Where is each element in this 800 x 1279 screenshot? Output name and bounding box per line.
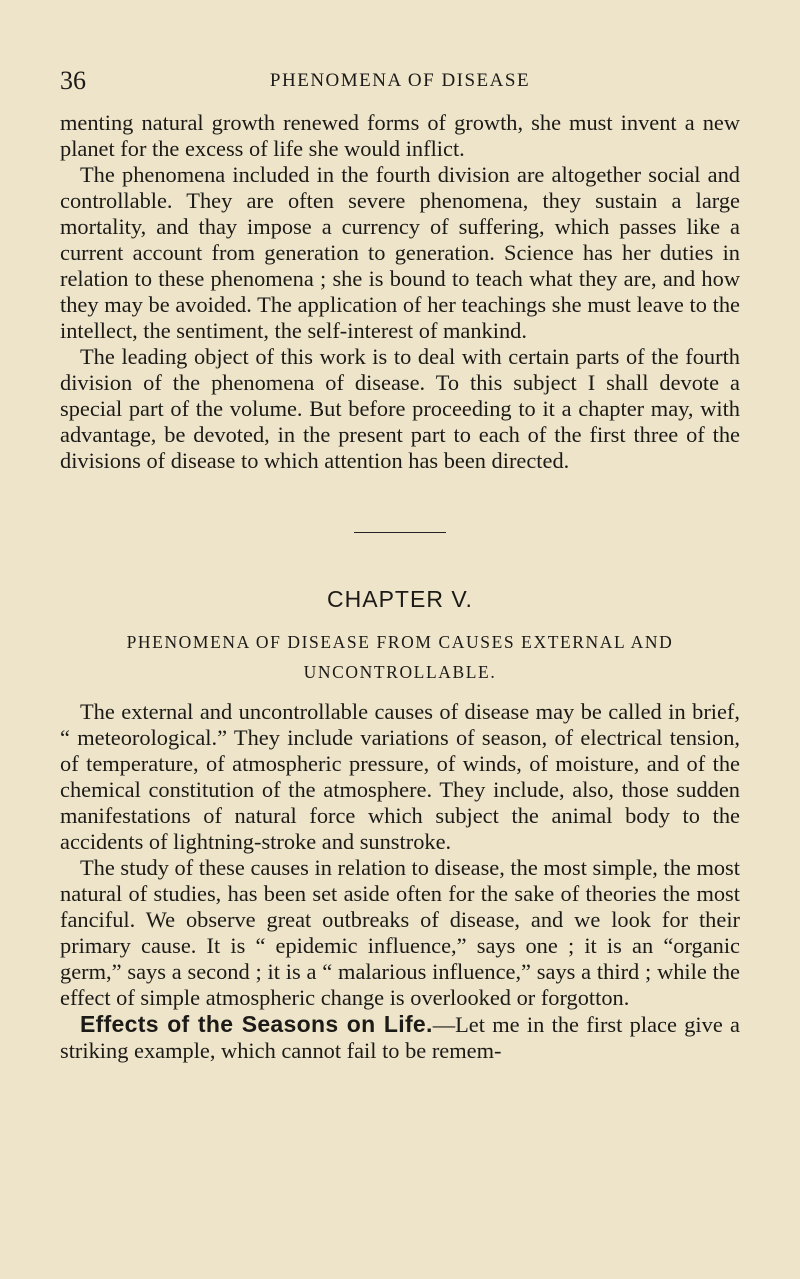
- page-number: 36: [60, 66, 86, 95]
- section-divider: [354, 532, 446, 533]
- chapter-heading: CHAPTER V.: [327, 586, 473, 612]
- paragraph-seasons: [60, 1011, 740, 1064]
- paragraph-fourth-division: The phenomena included in the fourth division are altogether social and controllable. They are often severe phenomena, they sustain a large mortality, and thay impose a currency of suffering, which passes like a current account from generation to generation. Science has her duties in relation to these phenomena ; she is bound to teach what they are, and how they may be avoided. The application of her teachings she must leave to the intellect, the sentiment, the self-interest of mankind.: [60, 162, 740, 343]
- paragraph-continued: menting natural growth renewed forms of growth, she must invent a new planet for the excess of life she would inflict.: [60, 110, 740, 161]
- paragraph-leading-object: The leading object of this work is to deal with certain parts of the fourth division of the phenomena of disease. To this subject I shall devote a special part of the volume. But before proceeding to it a chapter may, with advantage, be devoted, in the present part to each of the first three of the divisions of disease to which attention has been directed.: [60, 344, 740, 473]
- section-text: —Let me in the first place give a striking example, which cannot fail to be remem-: [60, 1012, 740, 1063]
- paragraph-study-of-causes: The study of these causes in relation to disease, the most simple, the most natural of studies, has been set aside often for the sake of theories the most fanciful. We observe great outbreaks of disease, and we look for their primary cause. It is “ epidemic influence,” says one ; it is an “organic germ,” says a second ; it is a “ malarious influence,” says a third ; while the effect of simple atmospheric change is overlooked or forgotton.: [60, 855, 740, 1010]
- chapter-subtitle-line-1: PHENOMENA OF DISEASE FROM CAUSES EXTERNAL AND: [126, 632, 674, 652]
- section-heading: Effects of the Seasons on Life.: [80, 1011, 433, 1037]
- chapter-subtitle-line-2: UNCONTROLLABLE.: [303, 662, 497, 682]
- chapter-subtitle: [60, 627, 740, 687]
- running-head: [60, 66, 740, 96]
- body-text: [60, 110, 740, 1064]
- running-title: PHENOMENA OF DISEASE: [269, 70, 531, 91]
- paragraph-external-causes: The external and uncontrollable causes of disease may be called in brief, “ meteorological.” They include variations of season, of electrical tension, of temperature, of atmospheric pressure, of winds, of moisture, and of the chemical constitution of the atmosphere. They include, also, those sudden manifestations of natural force which subject the animal body to the accidents of lightning-stroke and sunstroke.: [60, 699, 740, 854]
